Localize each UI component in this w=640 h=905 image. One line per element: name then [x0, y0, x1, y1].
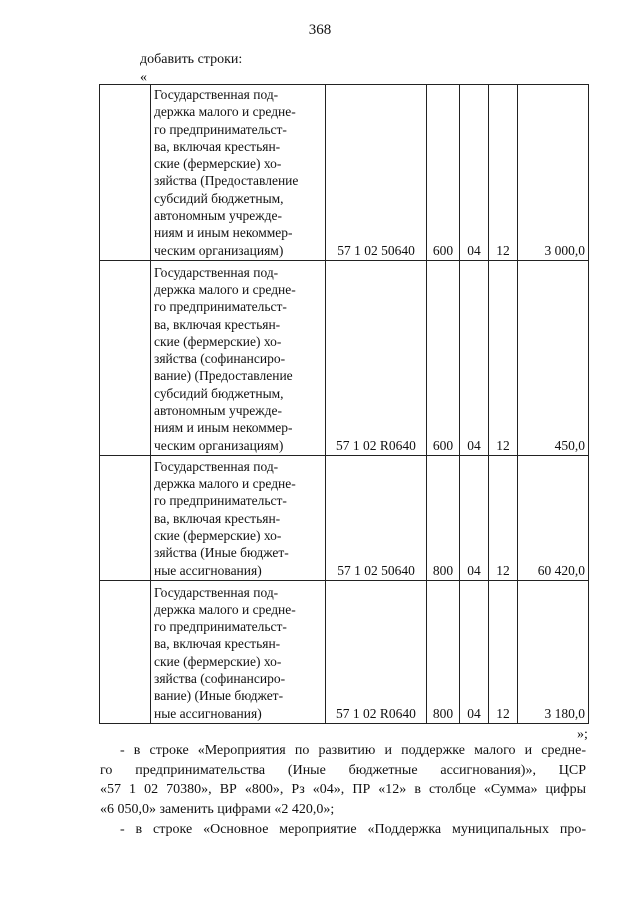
item-name-line: Государственная под- — [154, 458, 279, 474]
rz-cell: 04 — [460, 580, 489, 723]
table-row — [100, 580, 589, 723]
item-name-line: ские (фермерские) хо- — [154, 528, 282, 544]
paragraph-line: го предпринимательства (Иные бюджетные ассигнования)», ЦСР — [100, 762, 586, 778]
item-name-line: ские (фермерские) хо- — [154, 653, 282, 669]
item-name-cell — [151, 580, 326, 723]
item-name-line: ческим организациям) — [154, 437, 284, 453]
item-name-line: держка малого и средне- — [154, 601, 296, 617]
item-name-cell — [151, 455, 326, 580]
table-row — [100, 85, 589, 261]
pr-cell: 12 — [489, 85, 518, 261]
item-name-line: го предпринимательст- — [154, 619, 287, 635]
csr-cell: 57 1 02 50640 — [326, 455, 427, 580]
item-name-line: ческим организациям) — [154, 242, 284, 258]
item-name-line: ва, включая крестьян- — [154, 138, 281, 154]
item-name-line: Государственная под- — [154, 87, 279, 102]
paragraph-line: - в строке «Основное мероприятие «Поддержка муниципальных про- — [120, 822, 586, 837]
paragraph-line: - в строке «Мероприятия по развитию и поддержке малого и средне- — [120, 743, 586, 758]
item-name-line: го предпринимательст- — [154, 121, 287, 137]
intro-text: добавить строки: — [140, 52, 243, 67]
paragraph-line: «6 050,0» заменить цифрами «2 420,0»; — [100, 801, 335, 817]
item-name-line: ва, включая крестьян- — [154, 510, 281, 526]
csr-cell: 57 1 02 R0640 — [326, 580, 427, 723]
item-name-line: зяйства (Иные бюджет- — [154, 545, 289, 561]
csr-cell: 57 1 02 R0640 — [326, 260, 427, 455]
item-name-line: ниям и иным некоммер- — [154, 420, 293, 436]
close-quote: »; — [577, 727, 588, 742]
vr-cell: 800 — [427, 580, 460, 723]
paragraph-line: «57 1 02 70380», ВР «800», Рз «04», ПР «12» в столбце «Сумма» цифры — [100, 782, 586, 797]
item-name-line: го предпринимательст- — [154, 299, 287, 315]
csr-cell: 57 1 02 50640 — [326, 85, 427, 261]
item-name-line: автономным учрежде- — [154, 208, 282, 224]
item-name-line: Государственная под- — [154, 264, 279, 280]
sum-cell: 3 000,0 — [518, 85, 589, 261]
item-name-line: ниям и иным некоммер- — [154, 225, 293, 241]
item-name-line: вание) (Иные бюджет- — [154, 688, 284, 704]
item-name-line: держка малого и средне- — [154, 104, 296, 120]
blank-cell — [100, 260, 151, 455]
item-name-line: держка малого и средне- — [154, 282, 296, 297]
blank-cell — [100, 85, 151, 261]
table-row — [100, 260, 589, 455]
item-name-line: ва, включая крестьян- — [154, 636, 281, 652]
vr-cell: 600 — [427, 85, 460, 261]
item-name-line: держка малого и средне- — [154, 476, 296, 492]
rz-cell: 04 — [460, 455, 489, 580]
item-name-line: го предпринимательст- — [154, 493, 287, 509]
rz-cell: 04 — [460, 85, 489, 261]
sum-cell: 60 420,0 — [518, 455, 589, 580]
pr-cell: 12 — [489, 260, 518, 455]
item-name-line: ва, включая крестьян- — [154, 316, 281, 332]
sum-cell: 3 180,0 — [518, 580, 589, 723]
sum-cell: 450,0 — [518, 260, 589, 455]
budget-table — [99, 84, 589, 724]
page-number: 368 — [308, 22, 332, 38]
item-name-line: автономным учрежде- — [154, 403, 282, 419]
blank-cell — [100, 580, 151, 723]
blank-cell — [100, 455, 151, 580]
item-name-line: зяйства (Предоставление — [154, 173, 299, 189]
table-row — [100, 455, 589, 580]
item-name-line: вание) (Предоставление — [154, 368, 293, 384]
item-name-line: зяйства (софинансиро- — [154, 671, 286, 687]
rz-cell: 04 — [460, 260, 489, 455]
item-name-line: ные ассигнования) — [154, 562, 262, 578]
item-name-line: Государственная под- — [154, 584, 279, 600]
pr-cell: 12 — [489, 580, 518, 723]
item-name-cell — [151, 260, 326, 455]
paragraph-amendment-1 — [100, 741, 586, 819]
item-name-line: ные ассигнования) — [154, 705, 262, 721]
pr-cell: 12 — [489, 455, 518, 580]
item-name-line: субсидий бюджетным, — [154, 190, 284, 206]
open-quote: « — [140, 70, 147, 85]
item-name-line: ские (фермерские) хо- — [154, 156, 282, 172]
item-name-line: зяйства (софинансиро- — [154, 351, 286, 367]
paragraph-amendment-2 — [100, 820, 586, 840]
vr-cell: 600 — [427, 260, 460, 455]
vr-cell: 800 — [427, 455, 460, 580]
item-name-line: субсидий бюджетным, — [154, 385, 284, 401]
item-name-line: ские (фермерские) хо- — [154, 333, 282, 349]
item-name-cell — [151, 85, 326, 261]
